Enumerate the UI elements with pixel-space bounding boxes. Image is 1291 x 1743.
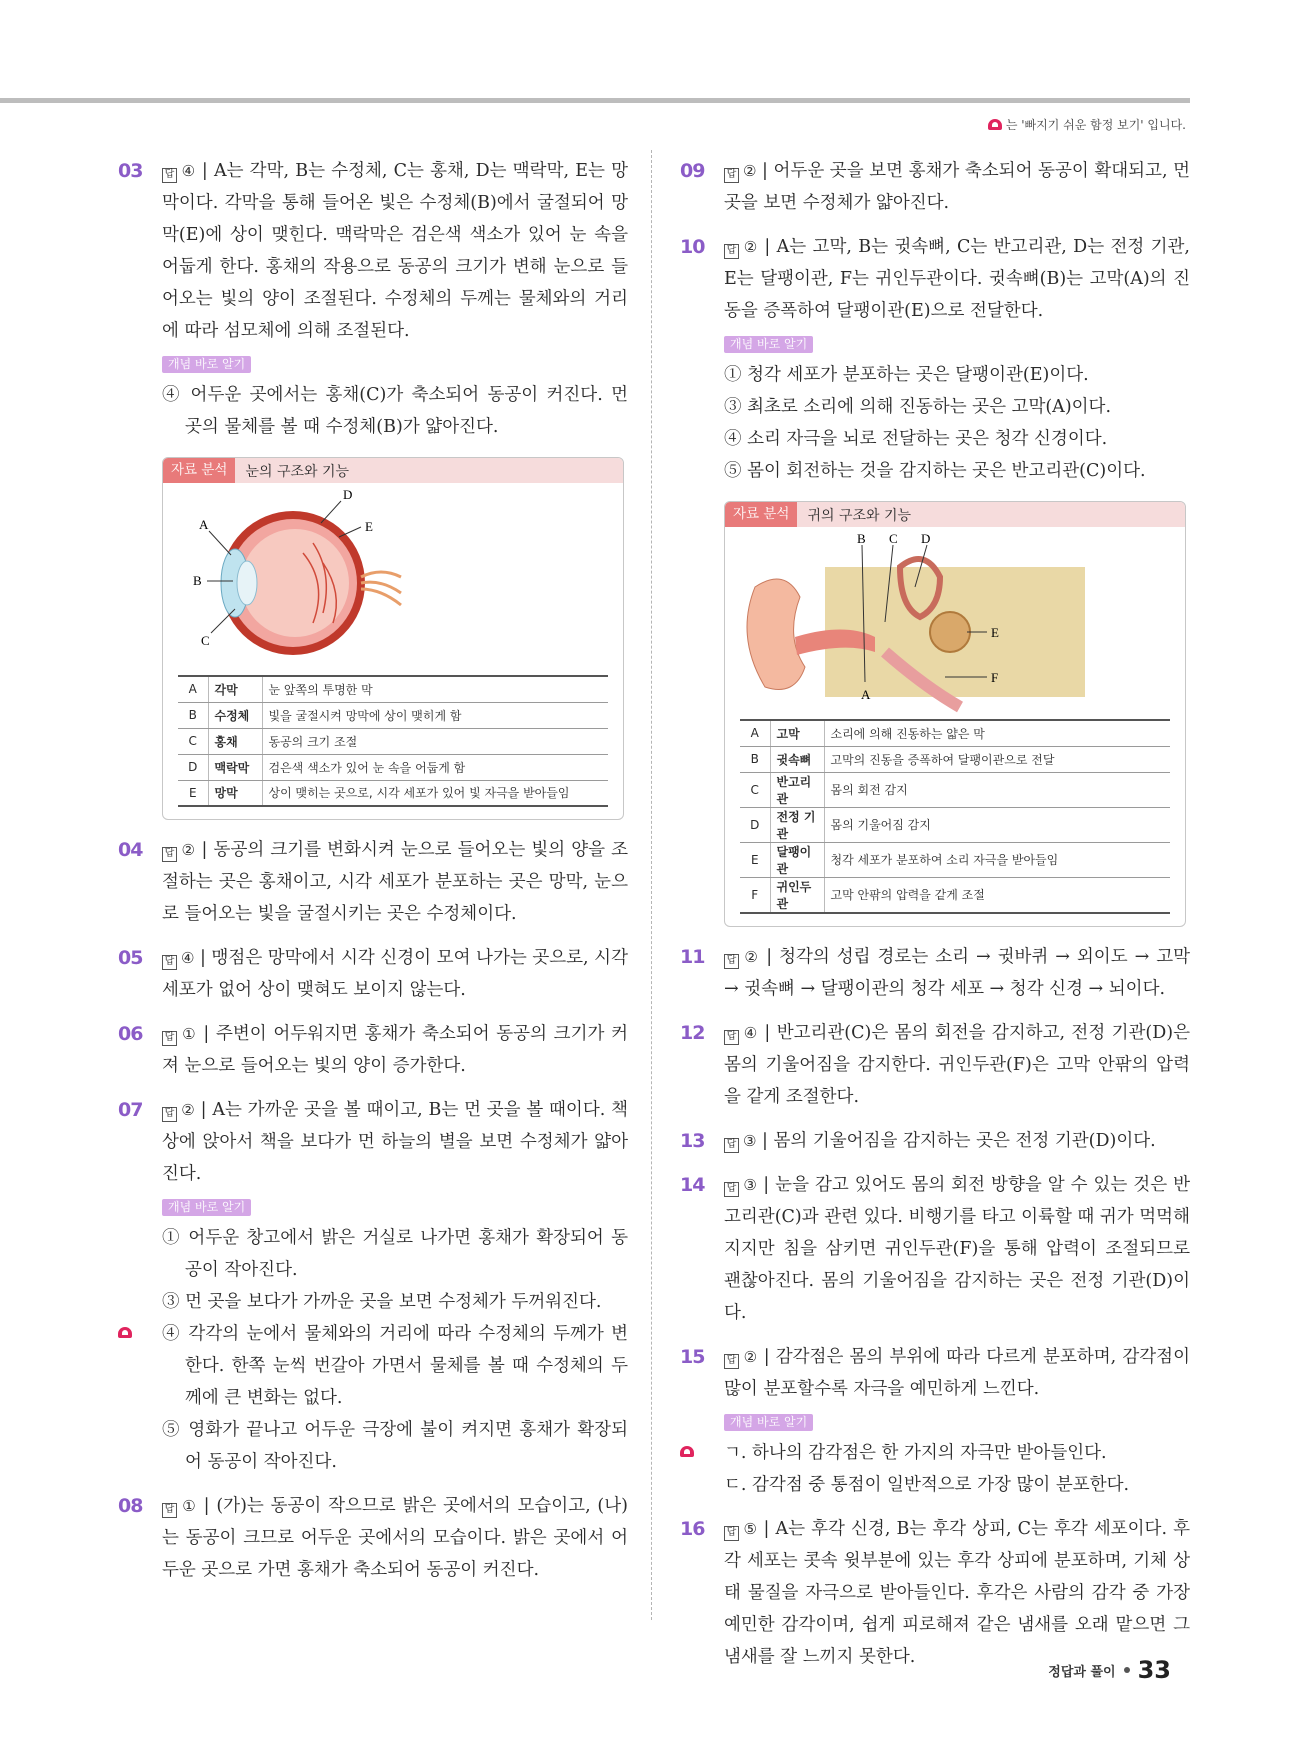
answer-box-icon: 답 [162, 847, 177, 862]
answer-choice: ③ [743, 1175, 758, 1194]
concept-item-trap: ㄱ. 하나의 감각점은 한 가지의 자극만 받아들인다. [724, 1437, 1190, 1469]
ear-label-a: A [861, 687, 871, 702]
table-row: A 각막 눈 앞쪽의 투명한 막 [178, 676, 608, 702]
box-title: 귀의 구조와 기능 [807, 507, 912, 524]
explanation: 눈을 감고 있어도 몸의 회전 방향을 알 수 있는 것은 반고리관(C)과 관련 있다. 비행기를 타고 이륙할 때 귀가 먹먹해지지만 침을 삼키면 귀인두관(F)을 통해 압력이 조절되므로 괜찮아진다. 몸의 기울어짐을 감지하는 곳은 전정 기관(D)이다. [724, 1174, 1190, 1323]
concept-item: ① 청각 세포가 분포하는 곳은 달팽이관(E)이다. [724, 365, 1089, 385]
explanation: (가)는 동공이 작으므로 밝은 곳에서의 모습이고, (나)는 동공이 크므로 어두운 곳에서의 모습이다. 밝은 곳에서 어두운 곳으로 가면 홍채가 축소되어 동공이 커진다. [162, 1496, 628, 1580]
explanation: A는 각막, B는 수정체, C는 홍채, D는 맥락막, E는 망막이다. 각막을 통해 들어온 빛은 수정체(B)에서 굴절되어 망막(E)에 상이 맺힌다. 맥락막은 검은색 색소가 있어 눈 속을 어둡게 한다. 홍채의 작용으로 동공의 크기가 변해 눈으로 들어오는 빛의 양이 조절된다. 수정체의 두께는 물체와의 거리에 따라 섬모체에 의해 조절된다. [162, 161, 628, 341]
box-label: 자료 분석 [725, 502, 797, 527]
explanation: 청각의 성립 경로는 소리 → 귓바퀴 → 외이도 → 고막 → 귓속뼈 → 달팽이관의 청각 세포 → 청각 신경 → 뇌이다. [724, 946, 1191, 999]
answer-choice: ② [181, 1101, 195, 1119]
box-header [163, 458, 623, 483]
question-number: 16 [680, 1517, 705, 1540]
siren-icon [118, 1327, 132, 1338]
answer-box-icon: 답 [724, 1354, 739, 1369]
explanation: 반고리관(C)은 몸의 회전을 감지하고, 전정 기관(D)은 몸의 기울어짐을 감지한다. 귀인두관(F)은 고막 안팎의 압력을 같게 조절한다. [724, 1022, 1190, 1107]
table-row: C 반고리관 몸의 회전 감지 [740, 772, 1170, 807]
question-05: 05 답 ④ | 맹점은 망막에서 시각 신경이 모여 나가는 곳으로, 시각 세포가 없어 상이 맺혀도 보이지 않는다. [118, 942, 628, 1006]
siren-icon [988, 119, 1002, 130]
question-number: 03 [118, 160, 143, 182]
explanation: 동공의 크기를 변화시켜 눈으로 들어오는 빛의 양을 조절하는 곳은 홍채이고, 시각 세포가 분포하는 곳은 망막, 눈으로 들어오는 빛을 굴절시키는 곳은 수정체이다. [162, 840, 628, 924]
answer-choice: ④ [743, 1023, 759, 1042]
box-label: 자료 분석 [163, 458, 235, 483]
table-row: E 달팽이관 청각 세포가 분포하여 소리 자극을 받아들임 [740, 842, 1170, 877]
question-09: 09 답 ② | 어두운 곳을 보면 홍채가 축소되어 동공이 확대되고, 먼 곳을 보면 수정체가 얇아진다. [680, 155, 1190, 219]
question-13: 13 답 ③ | 몸의 기울어짐을 감지하는 곳은 전정 기관(D)이다. [680, 1125, 1190, 1157]
answer-box-icon: 답 [724, 1526, 739, 1541]
answer-choice: ① [181, 1497, 197, 1515]
concept-item: ④ 어두운 곳에서는 홍채(C)가 축소되어 동공이 커진다. 먼 곳의 물체를 볼 때 수정체(B)가 얇아진다. [162, 385, 628, 437]
question-number: 09 [680, 160, 705, 182]
question-number: 14 [680, 1173, 705, 1196]
question-06: 06 답 ① | 주변이 어두워지면 홍채가 축소되어 동공의 크기가 커져 눈으로 들어오는 빛의 양이 증가한다. [118, 1018, 628, 1082]
answer-box-icon: 답 [162, 955, 177, 970]
box-header [725, 502, 1185, 527]
concept-item: ③ 최초로 소리에 의해 진동하는 곳은 고막(A)이다. [724, 397, 1112, 417]
answer-box-icon: 답 [724, 244, 739, 259]
explanation: 감각점은 몸의 부위에 따라 다르게 분포하며, 감각점이 많이 분포할수록 자극을 예민하게 느낀다. [724, 1346, 1190, 1399]
question-11: 11 답 ② | 청각의 성립 경로는 소리 → 귓바퀴 → 외이도 → 고막 → 귓속뼈 → 달팽이관의 청각 세포 → 청각 신경 → 뇌이다. [680, 941, 1190, 1005]
table-row: B 수정체 빛을 굴절시켜 망막에 상이 맺히게 함 [178, 702, 608, 728]
explanation: A는 고막, B는 귓속뼈, C는 반고리관, D는 전정 기관, E는 달팽이관, F는 귀인두관이다. 귓속뼈(B)는 고막(A)의 진동을 증폭하여 달팽이관(E)으로 전달한다. [724, 237, 1190, 321]
answer-choice: ② [743, 238, 759, 256]
ear-structure-table [740, 719, 1170, 914]
table-row: D 맥락막 검은색 색소가 있어 눈 속을 어둡게 함 [178, 754, 608, 780]
answer-box-icon: 답 [724, 1182, 739, 1197]
answer-choice: ⑤ [743, 1519, 758, 1538]
trap-legend-text: 는 '빠지기 쉬운 함정 보기' 입니다. [1005, 118, 1186, 132]
question-number: 04 [118, 839, 143, 861]
answer-box-icon: 답 [724, 1030, 739, 1045]
answer-box-icon: 답 [162, 168, 177, 183]
answer-choice: ② [743, 947, 760, 966]
concept-tag: 개념 바로 알기 [162, 356, 251, 373]
concept-tag: 개념 바로 알기 [724, 336, 813, 353]
concept-item: ④ 소리 자극을 뇌로 전달하는 곳은 청각 신경이다. [724, 429, 1108, 449]
page-footer [1048, 1656, 1171, 1684]
ear-label-f: F [991, 670, 999, 685]
answer-box-icon: 답 [724, 1138, 739, 1153]
answer-choice: ④ [181, 949, 195, 967]
concept-item-trap: ④ 각각의 눈에서 물체와의 거리에 따라 수정체의 두께가 변한다. 한쪽 눈씩 번갈아 가면서 물체를 볼 때 수정체의 두께에 큰 변화는 없다. [162, 1318, 628, 1414]
answer-box-icon: 답 [162, 1031, 177, 1046]
answer-choice: ④ [181, 162, 196, 180]
eye-diagram [163, 483, 623, 675]
table-row: C 홍채 동공의 크기 조절 [178, 728, 608, 754]
eye-structure-table [178, 675, 608, 807]
page-number: 33 [1137, 1656, 1171, 1684]
question-03: 03 답 ④ | A는 각막, B는 수정체, C는 홍채, D는 맥락막, E는 망막이다. 각막을 통해 들어온 빛은 수정체(B)에서 굴절되어 망막(E)에 상이 맺힌다. 맥락막은 검은색 색소가 있어 눈 속을 어둡게 한다. 홍채의 작용으로 동공의 크기가 변해 눈으로 들어오는 빛의 양이 조절된다. 수정체의 두께는 물체와의 거리에 따라 섬모체에 의해 조절된다. 개념 바로 알기 ④ 어두운 곳에서는 홍채(C)가 축소되어 동공이 커진다. 먼 곳의 물체를 볼 때 수정체(B)가 얇아진다. [118, 155, 628, 443]
eye-label-d: D [343, 487, 353, 502]
left-column [118, 155, 628, 1598]
question-04: 04 답 ② | 동공의 크기를 변화시켜 눈으로 들어오는 빛의 양을 조절하는 곳은 홍채이고, 시각 세포가 분포하는 곳은 망막, 눈으로 들어오는 빛을 굴절시키는 곳은 수정체이다. [118, 834, 628, 930]
concept-item: ① 어두운 창고에서 밝은 거실로 나가면 홍채가 확장되어 동공이 작아진다. [162, 1228, 628, 1280]
ear-diagram [725, 527, 1185, 719]
question-number: 11 [680, 945, 705, 968]
answer-choice: ② [743, 1347, 758, 1366]
answer-box-icon: 답 [724, 954, 739, 969]
eye-label-a: A [199, 517, 209, 532]
footer-dot [1124, 1667, 1130, 1673]
ear-label-d: D [921, 531, 931, 546]
concept-item: ⑤ 몸이 회전하는 것을 감지하는 곳은 반고리관(C)이다. [724, 461, 1146, 481]
explanation: 주변이 어두워지면 홍채가 축소되어 동공의 크기가 커져 눈으로 들어오는 빛의 양이 증가한다. [162, 1024, 628, 1076]
box-title: 눈의 구조와 기능 [245, 463, 350, 480]
question-16: 16 답 ⑤ | A는 후각 신경, B는 후각 상피, C는 후각 세포이다. 후각 세포는 콧속 윗부분에 있는 후각 상피에 분포하며, 기체 상태 물질을 자극으로 받아들인다. 후각은 사람의 감각 중 가장 예민한 감각이며, 쉽게 피로해져 같은 냄새를 오래 맡으면 그 냄새를 잘 느끼지 못한다. [680, 1513, 1190, 1673]
explanation: A는 가까운 곳을 볼 때이고, B는 먼 곳을 볼 때이다. 책상에 앉아서 책을 보다가 먼 하늘의 별을 보면 수정체가 얇아진다. [162, 1100, 628, 1184]
concept-tag: 개념 바로 알기 [724, 1414, 813, 1431]
trap-legend [988, 116, 1186, 133]
column-divider [651, 150, 652, 1620]
concept-tag: 개념 바로 알기 [162, 1199, 251, 1216]
question-number: 15 [680, 1345, 705, 1368]
ear-analysis-box [724, 501, 1186, 927]
question-number: 06 [118, 1023, 143, 1045]
table-row: D 전정 기관 몸의 기울어짐 감지 [740, 807, 1170, 842]
answer-choice: ② [743, 162, 757, 180]
concept-item: ⑤ 영화가 끝나고 어두운 극장에 불이 켜지면 홍채가 확장되어 동공이 작아진다. [162, 1420, 628, 1472]
question-number: 13 [680, 1129, 705, 1152]
question-07: 07 답 ② | A는 가까운 곳을 볼 때이고, B는 먼 곳을 볼 때이다. 책상에 앉아서 책을 보다가 먼 하늘의 별을 보면 수정체가 얇아진다. 개념 바로 알기 ① 어두운 창고에서 밝은 거실로 나가면 홍채가 확장되어 동공이 작아진다. ③ 먼 곳을 보다가 가까운 곳을 보면 수정체가 두꺼워진다. ④ 각각의 눈에서 물체와의 거리에 따라 수정체의 두께가 변한다. 한쪽 눈씩 번갈아 가면서 물체를 볼 때 수정체의 두께에 큰 변화는 없다. ⑤ 영화가 끝나고 어두운 극장에 불이 켜지면 홍채가 확장되어 동공이 작아진다. [118, 1094, 628, 1478]
question-12: 12 답 ④ | 반고리관(C)은 몸의 회전을 감지하고, 전정 기관(D)은 몸의 기울어짐을 감지한다. 귀인두관(F)은 고막 안팎의 압력을 같게 조절한다. [680, 1017, 1190, 1113]
eye-label-b: B [193, 573, 202, 588]
concept-item: ㄷ. 감각점 중 통점이 일반적으로 가장 많이 분포한다. [724, 1474, 1130, 1495]
answer-box-icon: 답 [724, 168, 739, 183]
eye-label-c: C [201, 633, 210, 648]
explanation: 몸의 기울어짐을 감지하는 곳은 전정 기관(D)이다. [773, 1130, 1156, 1151]
siren-icon [680, 1446, 694, 1457]
answer-box-icon: 답 [162, 1107, 177, 1122]
question-10: 10 답 ② | A는 고막, B는 귓속뼈, C는 반고리관, D는 전정 기관, E는 달팽이관, F는 귀인두관이다. 귓속뼈(B)는 고막(A)의 진동을 증폭하여 달팽이관(E)으로 전달한다. 개념 바로 알기 ① 청각 세포가 분포하는 곳은 달팽이관(E)이다. ③ 최초로 소리에 의해 진동하는 곳은 고막(A)이다. ④ 소리 자극을 뇌로 전달하는 곳은 청각 신경이다. ⑤ 몸이 회전하는 것을 감지하는 곳은 반고리관(C)이다. [680, 231, 1190, 487]
answer-choice: ② [181, 841, 196, 859]
answer-choice: ③ [743, 1131, 757, 1150]
table-row: F 귀인두관 고막 안팎의 압력을 같게 조절 [740, 877, 1170, 913]
question-08: 08 답 ① | (가)는 동공이 작으므로 밝은 곳에서의 모습이고, (나)는 동공이 크므로 어두운 곳에서의 모습이다. 밝은 곳에서 어두운 곳으로 가면 홍채가 축소되어 동공이 커진다. [118, 1490, 628, 1586]
eye-analysis-box [162, 457, 624, 820]
ear-label-e: E [991, 625, 999, 640]
table-row: A 고막 소리에 의해 진동하는 얇은 막 [740, 720, 1170, 746]
explanation: 어두운 곳을 보면 홍채가 축소되어 동공이 확대되고, 먼 곳을 보면 수정체가 얇아진다. [724, 161, 1190, 213]
eye-label-e: E [365, 519, 373, 534]
question-number: 10 [680, 236, 705, 258]
question-number: 07 [118, 1099, 143, 1121]
question-14: 14 답 ③ | 눈을 감고 있어도 몸의 회전 방향을 알 수 있는 것은 반고리관(C)과 관련 있다. 비행기를 타고 이륙할 때 귀가 먹먹해지지만 침을 삼키면 귀인두관(F)을 통해 압력이 조절되므로 괜찮아진다. 몸의 기울어짐을 감지하는 곳은 전정 기관(D)이다. [680, 1169, 1190, 1329]
table-row: E 망막 상이 맺히는 곳으로, 시각 세포가 있어 빛 자극을 받아들임 [178, 780, 608, 806]
question-15: 15 답 ② | 감각점은 몸의 부위에 따라 다르게 분포하며, 감각점이 많이 분포할수록 자극을 예민하게 느낀다. 개념 바로 알기 ㄱ. 하나의 감각점은 한 가지의 자극만 받아들인다. ㄷ. 감각점 중 통점이 일반적으로 가장 많이 분포한다. [680, 1341, 1190, 1501]
ear-label-b: B [857, 531, 866, 546]
explanation: 맹점은 망막에서 시각 신경이 모여 나가는 곳으로, 시각 세포가 없어 상이 맺혀도 보이지 않는다. [162, 948, 628, 1000]
table-row: B 귓속뼈 고막의 진동을 증폭하여 달팽이관으로 전달 [740, 746, 1170, 772]
answer-choice: ① [181, 1025, 197, 1043]
explanation: A는 후각 신경, B는 후각 상피, C는 후각 세포이다. 후각 세포는 콧속 윗부분에 있는 후각 상피에 분포하며, 기체 상태 물질을 자극으로 받아들인다. 후각은 사람의 감각 중 가장 예민한 감각이며, 쉽게 피로해져 같은 냄새를 오래 맡으면 그 냄새를 잘 느끼지 못한다. [724, 1518, 1190, 1667]
footer-title: 정답과 풀이 [1048, 1664, 1116, 1680]
ear-label-c: C [889, 531, 898, 546]
question-number: 12 [680, 1021, 705, 1044]
right-column [680, 155, 1190, 1685]
question-number: 05 [118, 947, 143, 969]
top-rule [0, 98, 1190, 103]
question-number: 08 [118, 1495, 143, 1517]
concept-item: ③ 먼 곳을 보다가 가까운 곳을 보면 수정체가 두꺼워진다. [162, 1292, 602, 1312]
answer-box-icon: 답 [162, 1503, 177, 1518]
